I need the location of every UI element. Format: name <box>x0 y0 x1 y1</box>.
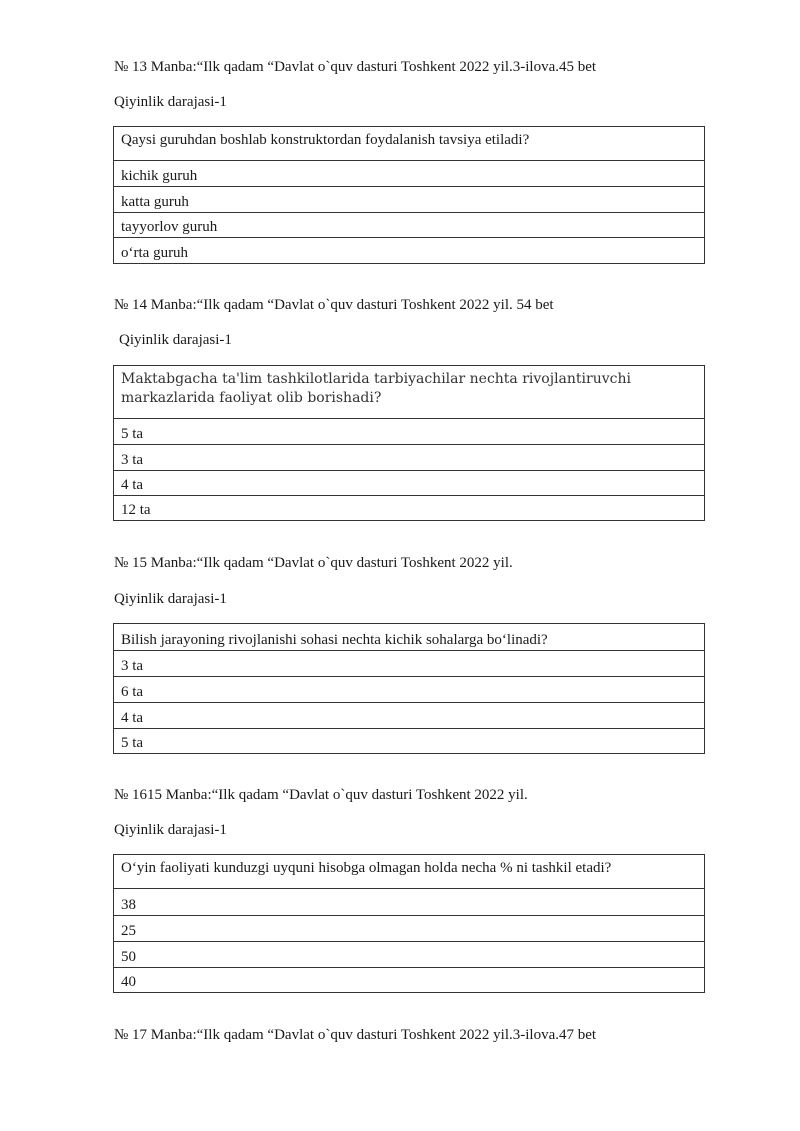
question-15-option-2: 6 ta <box>114 676 704 702</box>
question-14-header: № 14 Manba:“Ilk qadam “Davlat o`quv dasturi Toshkent 2022 yil. 54 bet <box>114 297 554 313</box>
question-14-option-1: 5 ta <box>114 418 704 444</box>
question-13-option-2: katta guruh <box>114 186 704 212</box>
question-13-option-4: o‘rta guruh <box>114 237 704 263</box>
question-14-option-2: 3 ta <box>114 444 704 470</box>
question-1615-header: № 1615 Manba:“Ilk qadam “Davlat o`quv dasturi Toshkent 2022 yil. <box>114 787 528 803</box>
question-1615-level: Qiyinlik darajasi-1 <box>114 822 227 838</box>
question-14-option-3: 4 ta <box>114 470 704 495</box>
question-15-option-3: 4 ta <box>114 702 704 728</box>
question-1615-option-3: 50 <box>114 941 704 967</box>
question-1615-table <box>113 854 705 993</box>
question-13-text: Qaysi guruhdan boshlab konstruktordan foydalanish tavsiya etiladi? <box>121 132 530 148</box>
question-13-table <box>113 126 705 264</box>
question-14-option-4: 12 ta <box>114 495 704 520</box>
question-1615-text: O‘yin faoliyati kunduzgi uyquni hisobga olmagan holda necha % ni tashkil etadi? <box>121 860 612 876</box>
question-15-header: № 15 Manba:“Ilk qadam “Davlat o`quv dasturi Toshkent 2022 yil. <box>114 555 513 571</box>
question-15-level: Qiyinlik darajasi-1 <box>114 591 227 607</box>
question-14-text: Maktabgacha ta'lim tashkilotlarida tarbiyachilar nechta rivojlantiruvchi markazlarida faoliyat olib borishadi? <box>121 371 631 406</box>
question-15-option-1: 3 ta <box>114 650 704 676</box>
question-1615-option-1: 38 <box>114 888 704 915</box>
question-15-text: Bilish jarayoning rivojlanishi sohasi nechta kichik sohalarga bo‘linadi? <box>121 632 548 648</box>
question-15-option-4: 5 ta <box>114 728 704 753</box>
question-13-level: Qiyinlik darajasi-1 <box>114 94 227 110</box>
question-15-table <box>113 623 705 754</box>
question-13-option-1: kichik guruh <box>114 160 704 186</box>
question-14-table <box>113 365 705 521</box>
question-1615-option-2: 25 <box>114 915 704 941</box>
question-13-option-3: tayyorlov guruh <box>114 212 704 237</box>
question-17-header: № 17 Manba:“Ilk qadam “Davlat o`quv dasturi Toshkent 2022 yil.3-ilova.47 bet <box>114 1027 597 1043</box>
question-13-header: № 13 Manba:“Ilk qadam “Davlat o`quv dasturi Toshkent 2022 yil.3-ilova.45 bet <box>114 59 597 75</box>
question-14-level: Qiyinlik darajasi-1 <box>119 332 232 348</box>
question-1615-option-4: 40 <box>114 967 704 992</box>
